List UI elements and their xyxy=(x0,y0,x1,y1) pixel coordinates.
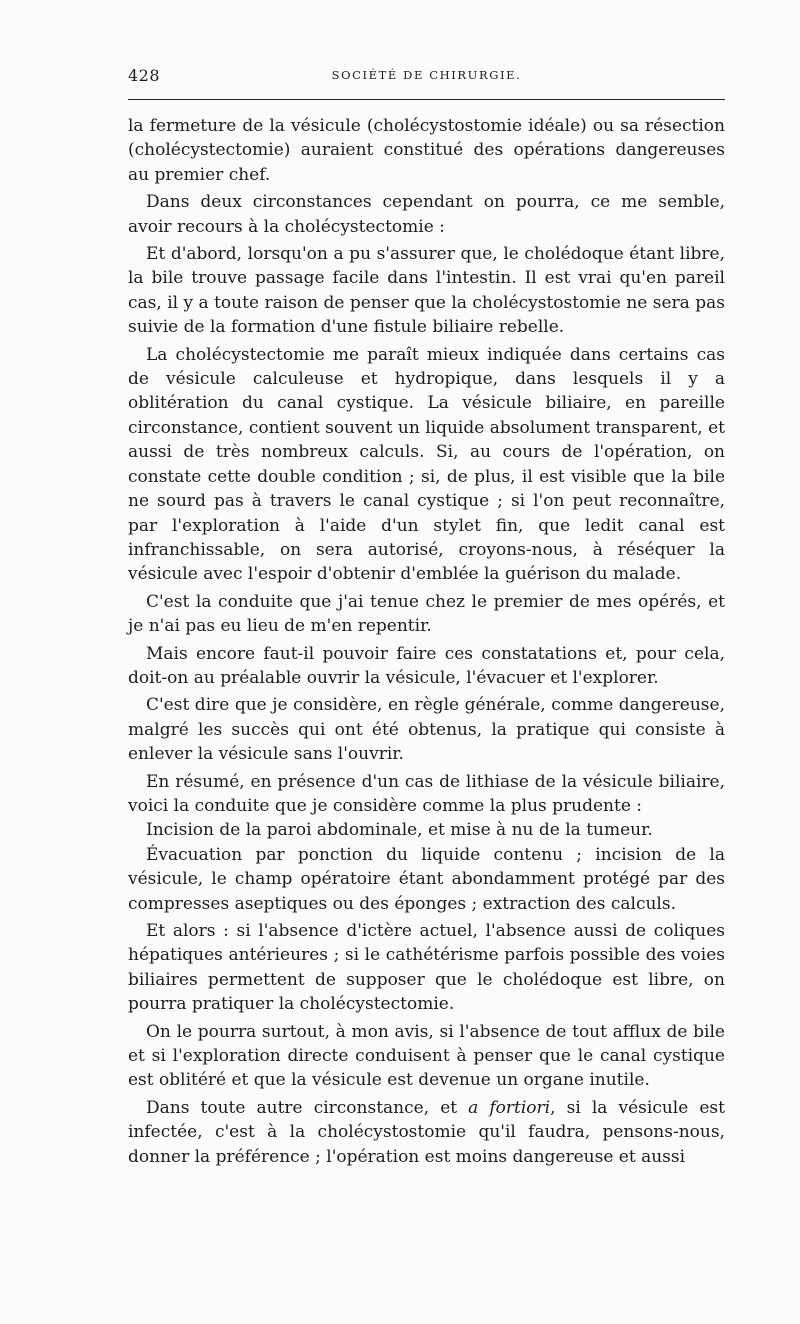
paragraph-text-start: Dans toute autre circonstance, et xyxy=(146,1097,469,1118)
paragraph: On le pourra surtout, à mon avis, si l'absence de tout afflux de bile et si l'exploration directe conduisent à penser que le canal cystique est oblitéré et que la vésicule est devenue un organe inutile. xyxy=(128,1021,725,1091)
paragraph-text-end: , si la vésicule est infectée, c'est à la cholécystostomie qu'il faudra, pensons-nous, donner la préférence ; l'opération est moins dangereuse et aussi xyxy=(128,1097,725,1167)
italic-phrase: a fortiori xyxy=(468,1097,551,1118)
paragraph: Et d'abord, lorsqu'on a pu s'assurer que, le cholédoque étant libre, la bile trouve passage facile dans l'intestin. Il est vrai qu'en pareil cas, il y a toute raison de penser que la cholécystostomie ne sera pas suivie de la formation d'une fistule biliaire rebelle. xyxy=(128,244,725,338)
body-text xyxy=(128,114,725,1169)
paragraph: la fermeture de la vésicule (cholécystostomie idéale) ou sa résection (cholécystectomie) auraient constitué des opérations dangereuses au premier chef. xyxy=(128,116,725,185)
page-number: 428 xyxy=(128,66,161,85)
paragraph: C'est dire que je considère, en règle générale, comme dangereuse, malgré les succès qui ont été obtenus, la pratique qui consiste à enlever la vésicule sans l'ouvrir. xyxy=(128,695,725,765)
paragraph: Dans deux circonstances cependant on pourra, ce me semble, avoir recours à la cholécystectomie : xyxy=(128,192,725,237)
paragraph: C'est la conduite que j'ai tenue chez le premier de mes opérés, et je n'ai pas eu lieu de m'en repentir. xyxy=(128,591,725,637)
page-header xyxy=(128,66,725,88)
paragraph: En résumé, en présence d'un cas de lithiase de la vésicule biliaire, voici la conduite que je considère comme la plus prudente : xyxy=(128,771,725,816)
paragraph: La cholécystectomie me paraît mieux indiquée dans certains cas de vésicule calculeuse et hydropique, dans lesquels il y a oblitération du canal cystique. La vésicule biliaire, en pareille circonstance, contient souvent un liquide absolument transparent, et aussi de très nombreux calculs. Si, au cours de l'opération, on constate cette double condition ; si, de plus, il est visible que la bile ne sourd pas à travers le canal cystique ; si l'on peut reconnaître, par l'exploration à l'aide d'un stylet fin, que ledit canal est infranchissable, on sera autorisé, croyons-nous, à réséquer la vésicule avec l'espoir d'obtenir d'emblée la guérison du malade. xyxy=(128,344,725,585)
paragraph: Et alors : si l'absence d'ictère actuel, l'absence aussi de coliques hépatiques antérieures ; si le cathétérisme parfois possible des voies biliaires permettent de supposer que le cholédoque est libre, on pourra pratiquer la cholécystectomie. xyxy=(128,921,725,1015)
paragraph: Incision de la paroi abdominale, et mise à nu de la tumeur. xyxy=(146,820,653,841)
paragraph: Mais encore faut-il pouvoir faire ces constatations et, pour cela, doit-on au préalable ouvrir la vésicule, l'évacuer et l'explorer. xyxy=(128,643,725,688)
header-rule xyxy=(128,99,725,100)
paragraph-last xyxy=(128,1096,725,1169)
paragraph: Évacuation par ponction du liquide contenu ; incision de la vésicule, le champ opératoire étant abondamment protégé par des compresses aseptiques ou des éponges ; extraction des calculs. xyxy=(128,844,725,914)
running-title: SOCIÉTÉ DE CHIRURGIE. xyxy=(331,68,522,82)
